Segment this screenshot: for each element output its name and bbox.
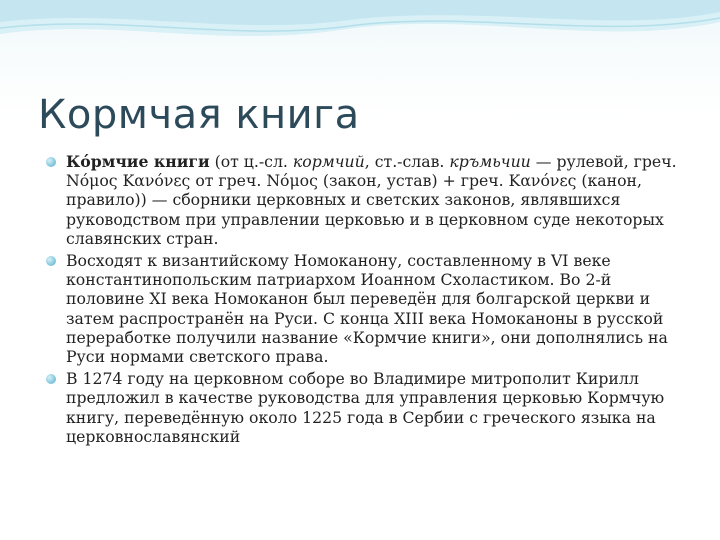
bullet-item-1 [46, 152, 686, 248]
bullet1-italic-krmchii: кръмьчии [449, 152, 531, 171]
slide-title: Кормчая книга [38, 92, 360, 138]
bullet1-italic-kormchiy: кормчий [292, 152, 365, 171]
bullet-item-3 [46, 369, 686, 446]
bullet-icon [46, 374, 56, 384]
term-kormchie-knigi: Ко́рмчие книги [66, 152, 210, 171]
header-wave-decoration [0, 0, 720, 80]
bullet2-text: Восходят к византийскому Номоканону, составленному в VI веке константинопольским патриархом Иоанном Схоластиком. Во 2-й половине XI века Номоканон был переведён для болгарской церкви и затем распространён на Руси. С конца XIII века Номоканоны в русской переработке получили название «Кормчие книги», они дополнялись на Руси нормами светского права. [66, 251, 668, 367]
bullet-icon [46, 157, 56, 167]
bullet-list [46, 152, 686, 449]
bullet3-text: В 1274 году на церковном соборе во Владимире митрополит Кирилл предложил в качестве руководства для управления церковью Кормчую книгу, переведённую около 1225 года в Сербии с греческого языка на церковнославянский [66, 369, 665, 446]
bullet1-text-c: — рулевой, греч. Νόμος Κανόνες от греч. Νόμος (закон, устав) + греч. Κανόνες (канон, правило)) — сборники церковных и светских законов, являвшихся руководством при управлении церковью и в церковном суде некоторых славянских стран. [66, 152, 677, 248]
bullet1-text-b: , ст.-слав. [364, 152, 450, 171]
bullet1-text-a: (от ц.-сл. [209, 152, 293, 171]
bullet-icon [46, 256, 56, 266]
bullet-item-2 [46, 251, 686, 366]
